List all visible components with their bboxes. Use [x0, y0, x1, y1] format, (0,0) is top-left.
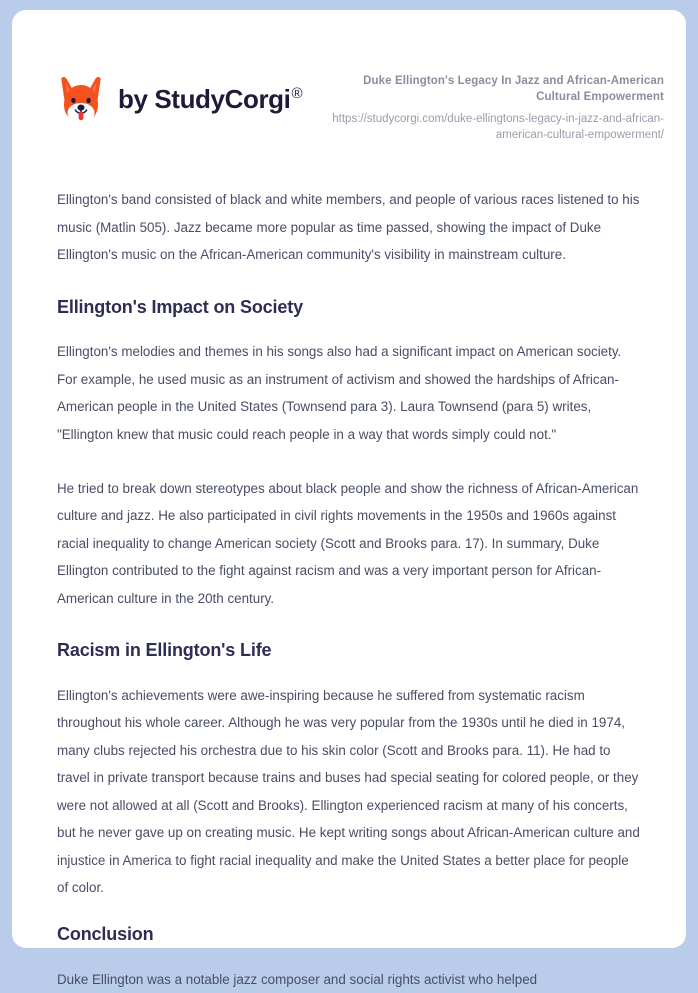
document-meta [324, 68, 664, 143]
document-page-card [12, 10, 686, 987]
paragraph-intro: Ellington's band consisted of black and white members, and people of various races listened to his music (Matlin 505). Jazz became more popular as time passed, showing the impact of Duke Ellington's music on the African-American community's visibility in mainstream culture. [57, 192, 640, 263]
document-header [12, 10, 686, 143]
section-heading-impact-on-society: Ellington's Impact on Society [57, 296, 303, 317]
corgi-logo-icon [57, 74, 105, 124]
paragraph-racism: Ellington's achievements were awe-inspiring because he suffered from systematic racism throughout his whole career. Although he was very popular from the 1930s until he died in 1974, many clubs rejected his orchestra due to his skin color (Scott and Brooks para. 11). He had to travel in private transport because trains and buses had special seating for colored people, or they were not allowed at all (Scott and Brooks). Ellington experienced racism at many of his concerts, but he never gave up on creating music. He kept writing songs about African-American culture and injustice in America to fight racial inequality and make the United States a better place for people of color. [57, 687, 640, 895]
brand-name [118, 84, 302, 115]
document-source-url: https://studycorgi.com/duke-ellingtons-legacy-in-jazz-and-african-american-cultural-empowerment/ [332, 112, 664, 141]
section-heading-conclusion: Conclusion [57, 924, 154, 945]
document-body [12, 186, 686, 993]
paragraph-conclusion: Duke Ellington was a notable jazz composer and social rights activist who helped [57, 971, 538, 987]
paragraph-impact-1: Ellington's melodies and themes in his songs also had a significant impact on American society. For example, he used music as an instrument of activism and showed the hardships of African-American people in the United States (Townsend para 3). Laura Townsend (para 5) writes, "Ellington knew that music could reach people in a way that words simply could not." [57, 344, 622, 442]
document-title: Duke Ellington's Legacy In Jazz and African-American Cultural Empowerment [363, 75, 664, 104]
registered-trademark-icon: ® [291, 84, 303, 102]
brand-name-text: by StudyCorgi [118, 83, 291, 114]
section-heading-racism-in-ellingtons-life: Racism in Ellington's Life [57, 640, 272, 661]
paragraph-impact-2: He tried to break down stereotypes about black people and show the richness of African-American culture and jazz. He also participated in civil rights movements in the 1950s and 1960s against racial inequality to change American society (Scott and Brooks para. 17). In summary, Duke Ellington contributed to the fight against racism and was a very important person for African-American culture in the 20th century. [57, 480, 639, 606]
studycorgi-brand[interactable] [57, 68, 302, 124]
